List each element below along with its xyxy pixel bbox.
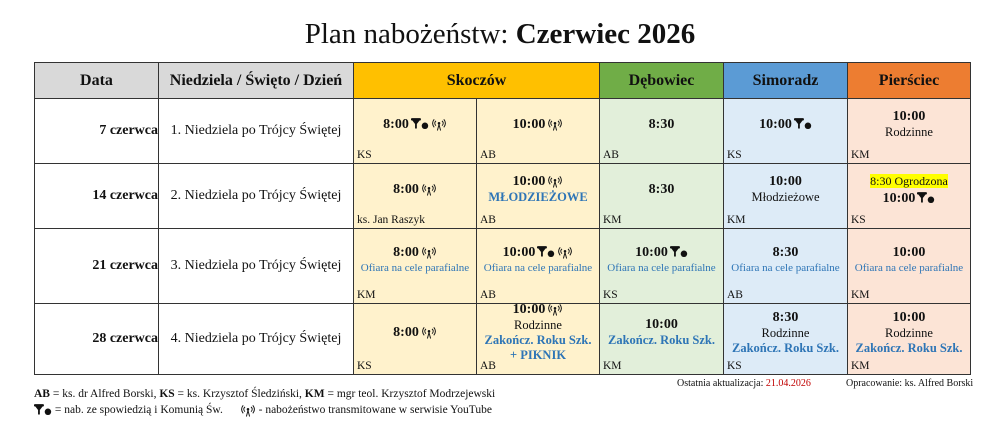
- header-day: Niedziela / Święto / Dzień: [159, 63, 354, 99]
- header-row: [35, 63, 971, 99]
- table-row: [35, 304, 971, 375]
- row-date: 28 czerwca: [35, 304, 159, 375]
- page-title: [0, 14, 1000, 54]
- row-day: 2. Niedziela po Trójcy Świętej: [159, 164, 354, 229]
- cell-pierściec: 10:00 Rodzinne KM: [848, 99, 971, 164]
- priest-label: KM: [727, 214, 746, 226]
- communion-icon: [411, 118, 429, 130]
- cell-pierściec: 10:00 Rodzinne Zakończ. Roku Szk. KM: [848, 304, 971, 375]
- table-row: [35, 164, 971, 229]
- table-row: [35, 229, 971, 304]
- cell-debowiec: 10:00 Ofiara na cele parafialne KS: [600, 229, 724, 304]
- youtube-broadcast-icon: [431, 118, 447, 131]
- row-date: 21 czerwca: [35, 229, 159, 304]
- youtube-broadcast-icon: [547, 118, 563, 131]
- priest-label: KS: [357, 360, 372, 372]
- header-date: Data: [35, 63, 159, 99]
- cell-debowiec: 8:30 AB: [600, 99, 724, 164]
- title-prefix: Plan nabożeństw:: [304, 18, 509, 50]
- priest-label: KS: [727, 149, 742, 161]
- priest-label: AB: [480, 214, 496, 226]
- priest-label: AB: [727, 289, 743, 301]
- cell-pierściec: 10:00 Ofiara na cele parafialne KM: [848, 229, 971, 304]
- row-day: 4. Niedziela po Trójcy Świętej: [159, 304, 354, 375]
- title-month: Czerwiec 2026: [515, 18, 696, 50]
- youtube-broadcast-icon: [547, 175, 563, 188]
- priest-label: KS: [357, 149, 372, 161]
- priest-label: ks. Jan Raszyk: [357, 214, 426, 226]
- communion-icon: [670, 246, 688, 258]
- priest-label: KM: [603, 214, 622, 226]
- priest-label: KM: [851, 360, 870, 372]
- priest-label: KM: [603, 360, 622, 372]
- cell-simoradz: 10:00 Młodzieżowe KM: [724, 164, 848, 229]
- row-date: 7 czerwca: [35, 99, 159, 164]
- cell-skoczow-1: 8:00 KS: [354, 304, 477, 375]
- priest-label: AB: [480, 360, 496, 372]
- legend-icons: = nab. ze spowiedzią i Komunią Św. - nabożeństwo transmitowane w serwisie YouTube: [34, 403, 492, 417]
- communion-icon: [537, 246, 555, 258]
- cell-simoradz: 8:30 Ofiara na cele parafialne AB: [724, 229, 848, 304]
- legend-priests: AB = ks. dr Alfred Borski, KS = ks. Krzysztof Śledziński, KM = mgr teol. Krzysztof Modrzejewski: [34, 388, 496, 400]
- row-date: 14 czerwca: [35, 164, 159, 229]
- last-update: Ostatnia aktualizacja: 21.04.2026: [677, 378, 811, 389]
- priest-label: KS: [603, 289, 618, 301]
- priest-label: AB: [480, 149, 496, 161]
- cell-skoczow-1: 8:00 Ofiara na cele parafialne KM: [354, 229, 477, 304]
- cell-pierściec: 8:30 Ogrodzona 10:00 KS: [848, 164, 971, 229]
- priest-label: KM: [357, 289, 376, 301]
- cell-skoczow-2: 10:00 Rodzinne Zakończ. Roku Szk. + PIKNIK AB: [477, 304, 600, 375]
- priest-label: KM: [851, 149, 870, 161]
- priest-label: AB: [603, 149, 619, 161]
- table-row: [35, 99, 971, 164]
- priest-label: KM: [851, 289, 870, 301]
- cell-skoczow-2: 10:00 Ofiara na cele parafialne AB: [477, 229, 600, 304]
- cell-debowiec: 10:00 Zakończ. Roku Szk. KM: [600, 304, 724, 375]
- cell-skoczow-2: 10:00 MŁODZIEŻOWE AB: [477, 164, 600, 229]
- header-debowiec: Dębowiec: [600, 63, 724, 99]
- priest-label: KS: [851, 214, 866, 226]
- youtube-broadcast-icon: [547, 303, 563, 316]
- schedule-table: [34, 62, 971, 375]
- cell-simoradz: 10:00 KS: [724, 99, 848, 164]
- row-day: 3. Niedziela po Trójcy Świętej: [159, 229, 354, 304]
- cell-skoczow-1: 8:00 ks. Jan Raszyk: [354, 164, 477, 229]
- cell-skoczow-2: 10:00 AB: [477, 99, 600, 164]
- header-pierściec: Pierściec: [848, 63, 971, 99]
- youtube-broadcast-icon: [557, 246, 573, 259]
- header-skoczow: Skoczów: [354, 63, 600, 99]
- youtube-broadcast-icon: [421, 326, 437, 339]
- communion-icon: [917, 192, 935, 204]
- author-note: Opracowanie: ks. Alfred Borski: [846, 378, 974, 389]
- priest-label: AB: [480, 289, 496, 301]
- highlight-note: 8:30 Ogrodzona: [870, 173, 948, 188]
- youtube-broadcast-icon: [421, 183, 437, 196]
- cell-debowiec: 8:30 KM: [600, 164, 724, 229]
- last-update-date: 21.04.2026: [765, 378, 811, 389]
- communion-icon: [794, 118, 812, 130]
- priest-label: KS: [727, 360, 742, 372]
- row-day: 1. Niedziela po Trójcy Świętej: [159, 99, 354, 164]
- header-simoradz: Simoradz: [724, 63, 848, 99]
- cell-skoczow-1: 8:00 KS: [354, 99, 477, 164]
- communion-icon: [34, 404, 52, 416]
- youtube-broadcast-icon: [240, 404, 256, 417]
- youtube-broadcast-icon: [421, 246, 437, 259]
- cell-simoradz: 8:30 Rodzinne Zakończ. Roku Szk. KS: [724, 304, 848, 375]
